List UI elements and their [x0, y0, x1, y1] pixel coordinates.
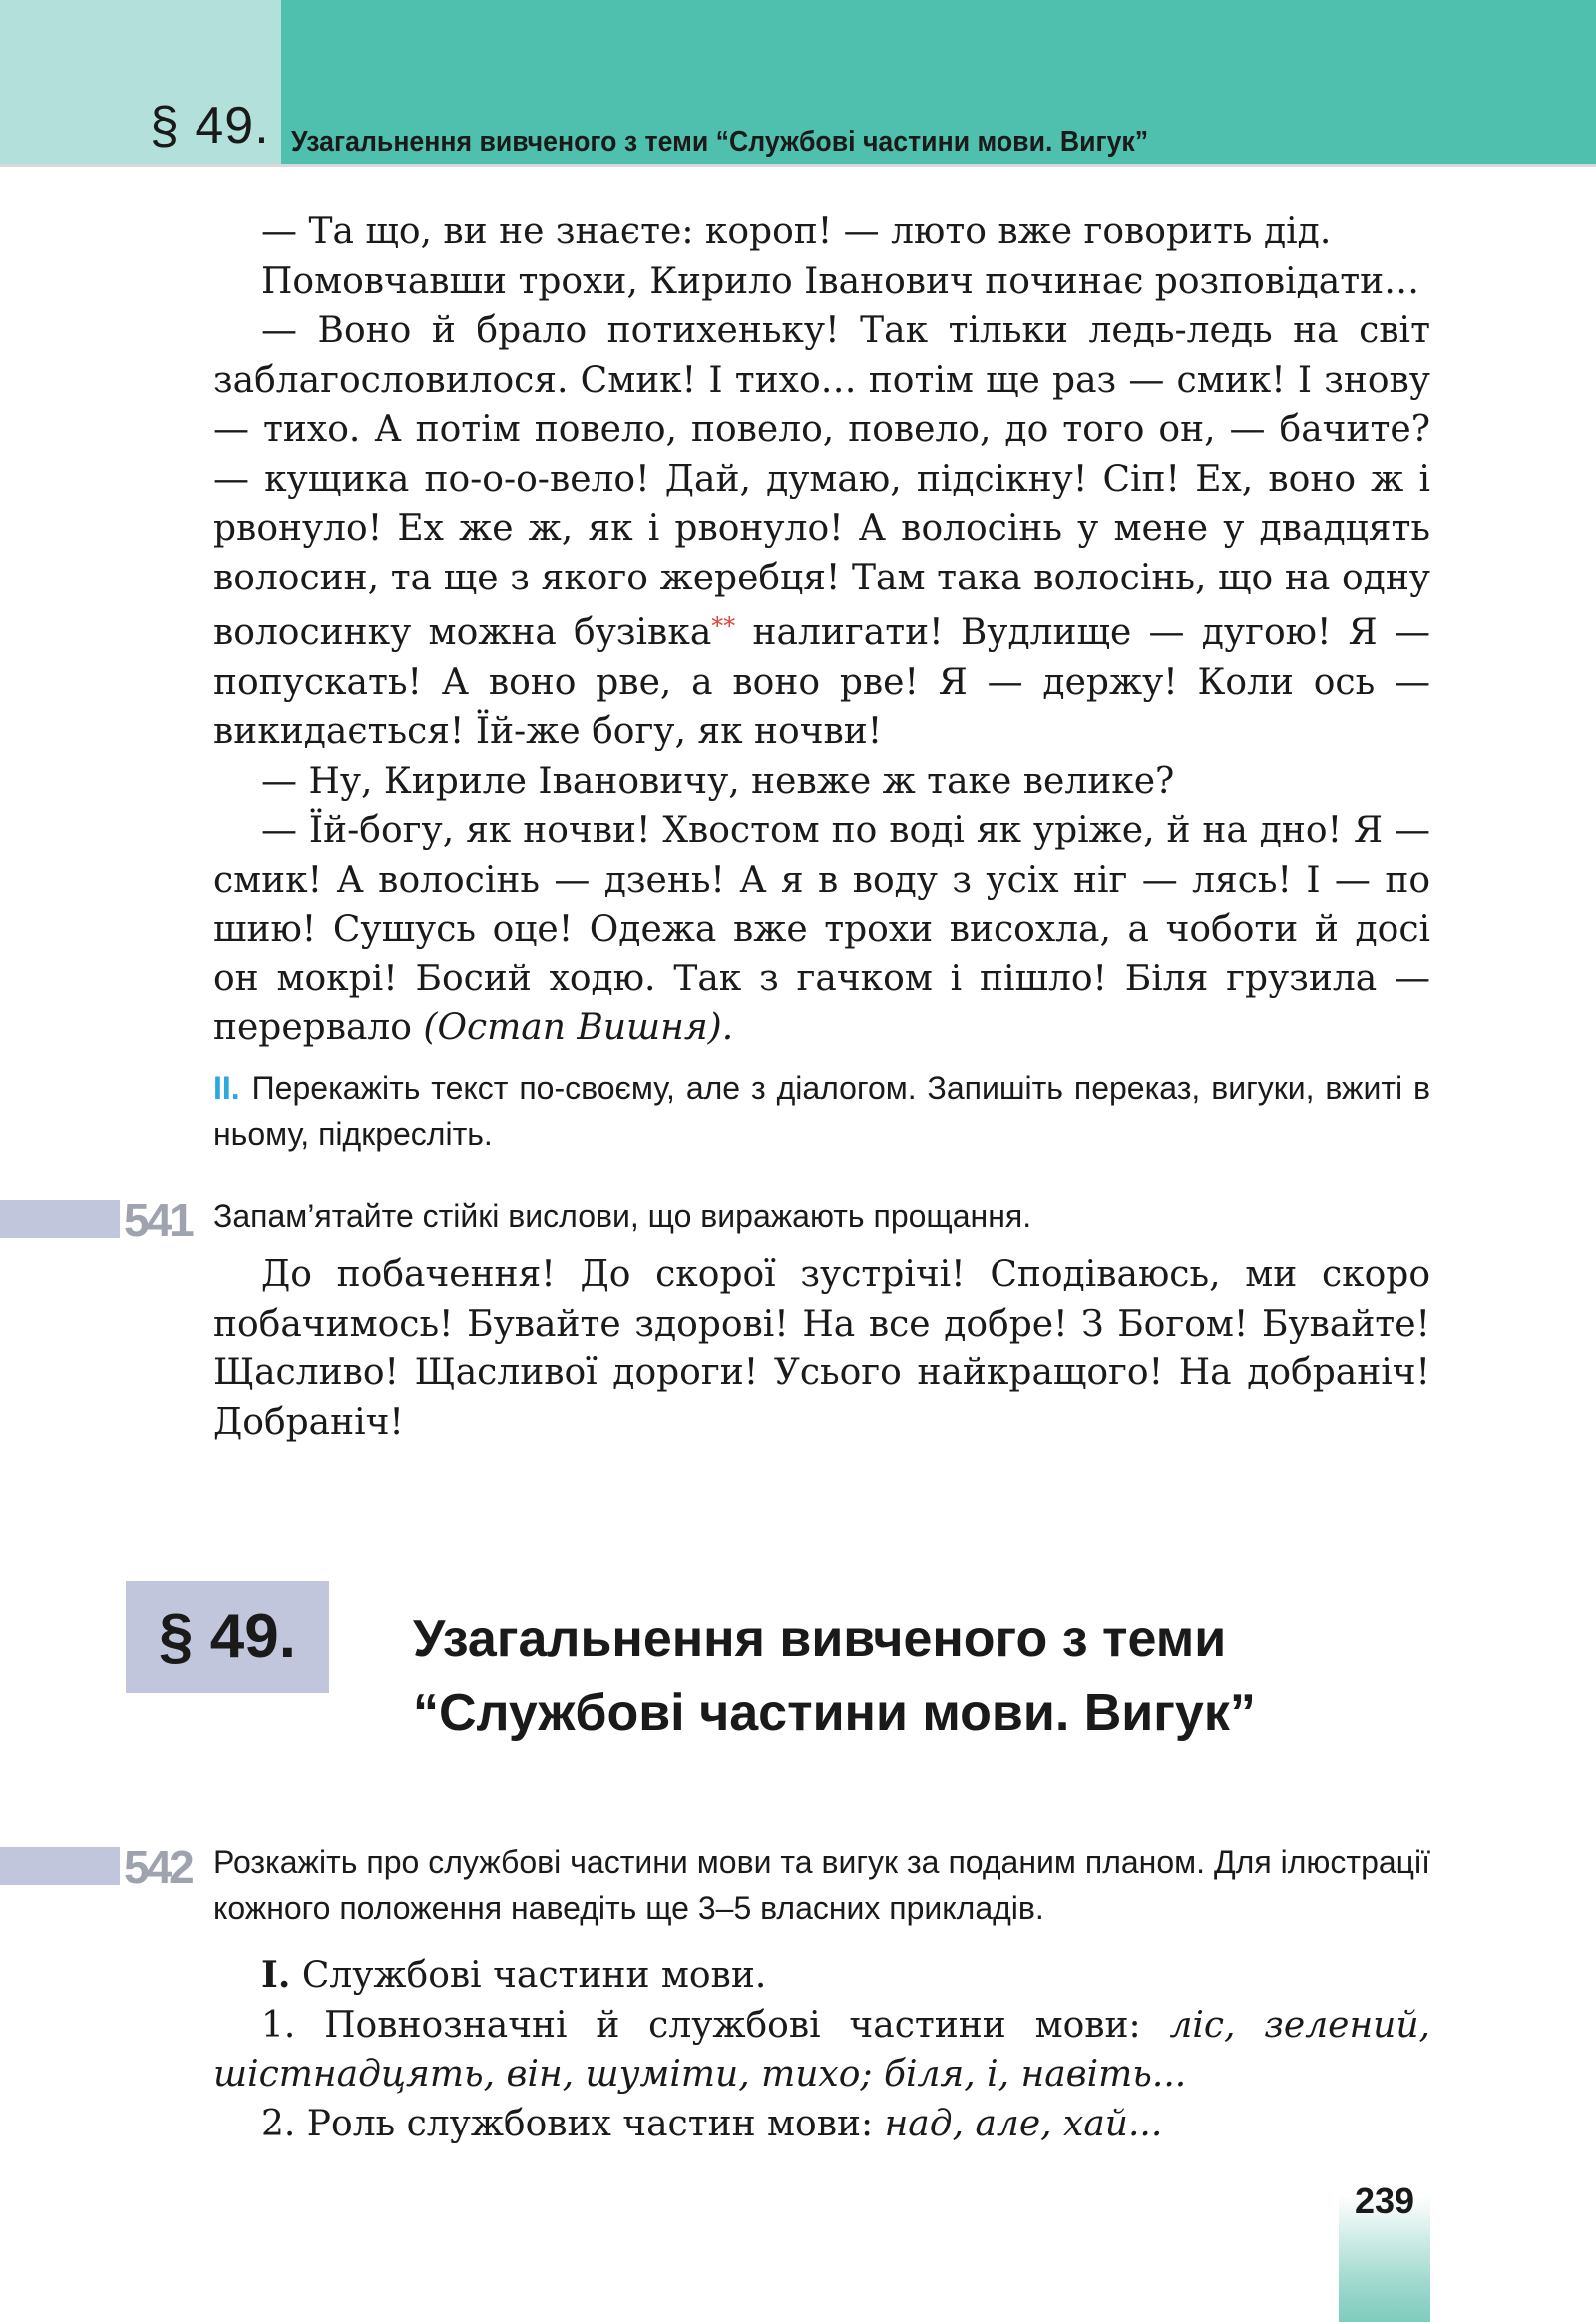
story-line: — Ну, Кириле Івановичу, невже ж таке велике?	[261, 760, 1175, 802]
story-paragraph	[213, 806, 1430, 1053]
exercise-541-instruction: Запам’ятайте стійкі вислови, що виражають прощання.	[213, 1198, 1032, 1234]
story-line: — Їй-богу, як ночви! Хвостом по воді як уріже, й на дно! Я — смик! А волосінь — дзень! А я в воду з усіх ніг — лясь! І — по шию! Сушусь оце! Одежа вже трохи висохла, а чоботи й досі он мокрі! Босий ходю. Так з гачком і пішло! Біля грузила — перервало	[213, 810, 1430, 1048]
header-section-number: § 49.	[150, 97, 270, 155]
exercise-542-plan	[213, 1951, 1430, 2148]
section-number: § 49.	[159, 1602, 296, 1671]
task-2	[213, 1065, 1430, 1157]
plan-item-1	[213, 2001, 1430, 2100]
header-divider	[0, 164, 1596, 167]
plan-item-2	[213, 2100, 1430, 2149]
header-section-title: Узагальнення вивченого з теми “Службові частини мови. Вигук”	[291, 126, 1149, 158]
story-line: — Та що, ви не знаєте: короп! — люто вже говорить дід.	[261, 211, 1332, 252]
plan-heading-text: Службові частини мови.	[301, 1955, 767, 1996]
exercise-541-phrases: До побачення! До скорої зустрічі! Сподіваюсь, ми скоро побачимось! Бувайте здорові! На все добре! З Богом! Бувайте! Щасливо! Щасливої дороги! Усього найкращого! На добраніч! Добраніч!	[213, 1254, 1430, 1443]
section-title-line2: “Службові частини мови. Вигук”	[413, 1684, 1256, 1742]
story-line: налигати! Вудлище — дугою! Я — попускать! А воно рве, а воно рве! Я — держу! Коли ось — викидається! Їй-же богу, як ночви!	[213, 612, 1430, 752]
plan-item-1-examples: ліс, зелений, шістнадцять, він, шуміти, тихо; біля, і, навіть...	[213, 2004, 1430, 2095]
section-title	[413, 1602, 1256, 1749]
exercise-541-text	[213, 1250, 1430, 1447]
task-2-text: Перекажіть текст по-своєму, але з діалогом. Запишіть переказ, вигуки, вжиті в ньому, підкресліть.	[213, 1070, 1430, 1152]
page-number: 239	[1354, 2180, 1415, 2221]
plan-heading-number: І.	[261, 1954, 291, 1996]
story-line: — Воно й брало потихеньку! Так тільки ледь-ледь на світ заблагословилося. Смик! І тихо… потім ще раз — смик! І знову — тихо. А потім повело, повело, повело, до того он, — бачите? — кущика по-о-о-вело! Дай, думаю, підсікну! Сіп! Ех, воно ж і рвонуло! Ех же ж, як і рвонуло! А волосінь у мене у двадцять волосин, та ще з якого жеребця! Там така волосінь, що на одну волосинку можна бузівка	[213, 310, 1430, 653]
plan-item-1-label: 1. Повнозначні й службові частини мови:	[261, 2004, 1141, 2046]
story-line: Помовчавши трохи, Кирило Іванович починає розповідати…	[261, 260, 1420, 302]
exercise-542-bar	[0, 1847, 120, 1885]
exercise-542-number: 542	[124, 1841, 192, 1893]
task-2-numeral: II.	[213, 1070, 240, 1106]
plan-heading	[213, 1951, 1430, 2001]
exercise-541-number: 541	[124, 1194, 192, 1246]
plan-item-2-label: 2. Роль службових частин мови:	[261, 2103, 874, 2144]
exercise-542-instruction: Розкажіть про службові частини мови та вигук за поданим планом. Для ілюстрації кожного положення наведіть ще 3–5 власних прикладів.	[213, 1844, 1430, 1926]
exercise-541-bar	[0, 1200, 120, 1238]
footnote-mark: **	[711, 612, 736, 640]
story-text	[213, 207, 1430, 1053]
story-paragraph	[213, 306, 1430, 757]
story-author: (Остап Вишня).	[423, 1007, 734, 1048]
plan-item-2-examples: над, але, хай...	[884, 2103, 1163, 2144]
section-title-line1: Узагальнення вивченого з теми	[413, 1610, 1227, 1668]
